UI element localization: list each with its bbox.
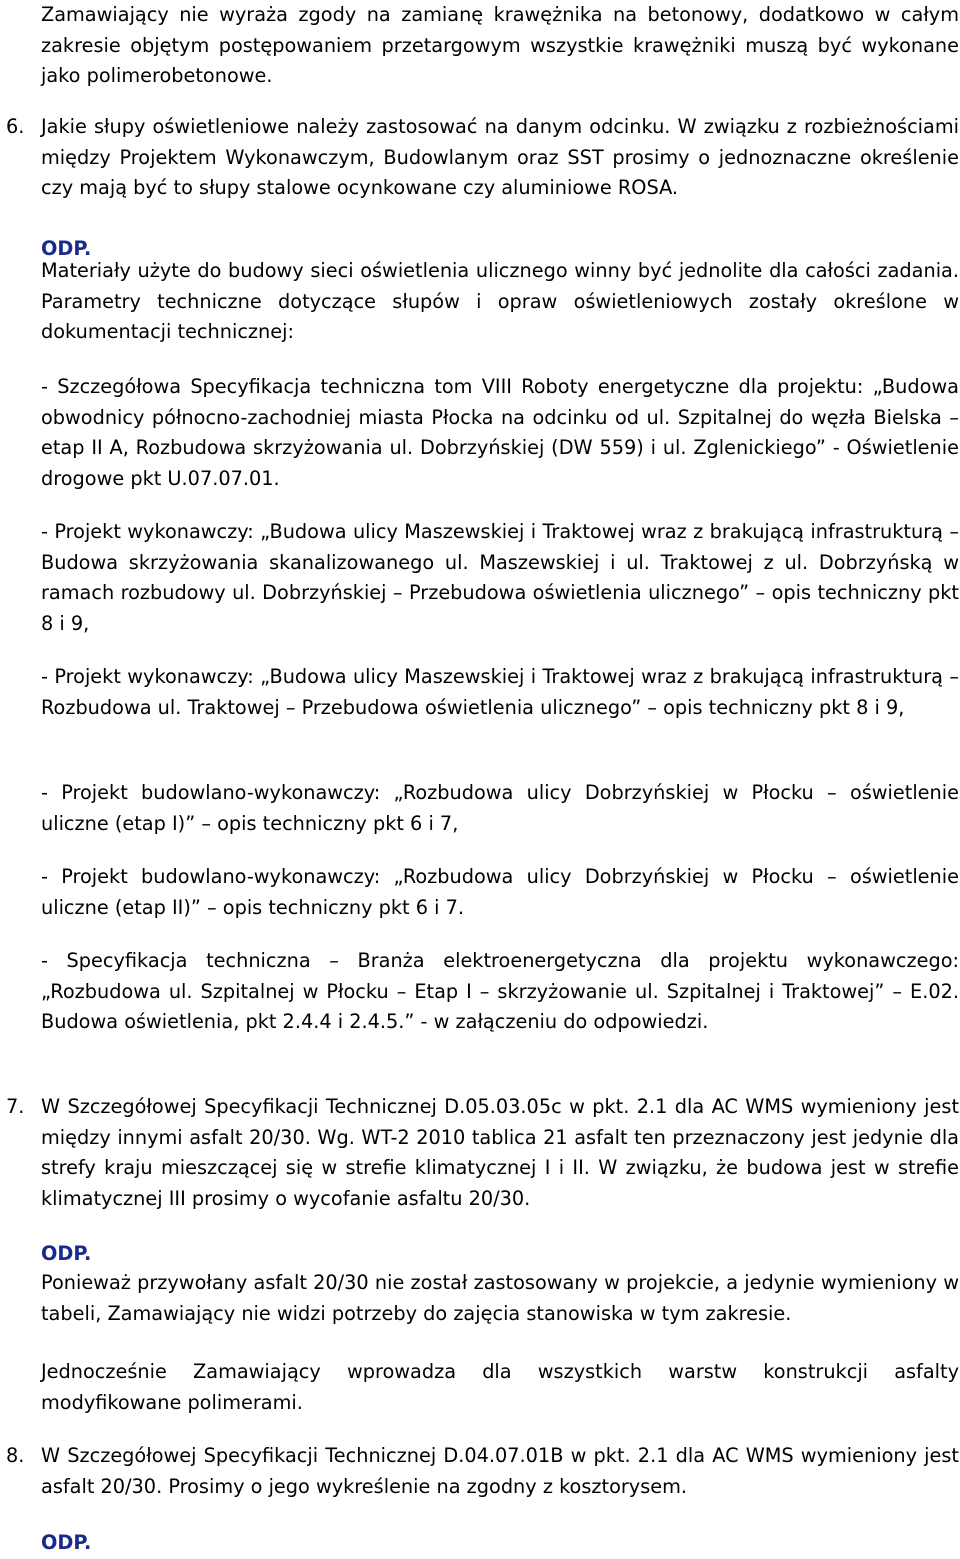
question-6-text: Jakie słupy oświetleniowe należy zastosować na danym odcinku. W związku z rozbieżnościami między Projektem Wykonawczym, Budowlanym oraz SST prosimy o jednoznaczne określenie czy mają być to słupy stalowe ocynkowane czy aluminiowe ROSA. [41, 115, 959, 200]
intro-paragraph: Zamawiający nie wyraża zgody na zamianę krawężnika na betonowy, dodatkowo w całym zakresie objętym postępowaniem przetargowym wszystkie krawężniki muszą być wykonane jako polimerobetonowe. [41, 3, 959, 88]
question-6-number: 6. [6, 115, 25, 138]
question-7-odp-label: ODP. [41, 1242, 92, 1265]
question-6-answer: Materiały użyte do budowy sieci oświetlenia ulicznego winny być jednolite dla całości zadania. Parametry techniczne dotyczące słupów i opraw oświetleniowych zostały określone w dokumentacji technicznej: [41, 259, 959, 344]
q6-item-2: - Projekt wykonawczy: „Budowa ulicy Maszewskiej i Traktowej wraz z brakującą infrastrukturą – Budowa skrzyżowania skanalizowanego ul. Maszewskiej i ul. Traktowej z ul. Dobrzyńską w ramach rozbudowy ul. Dobrzyńskiej – Przebudowa oświetlenia ulicznego” – opis techniczny pkt 8 i 9, [41, 520, 959, 635]
question-7-answer-2: Jednocześnie Zamawiający wprowadza dla wszystkich warstw konstrukcji asfalty modyfikowane polimerami. [41, 1360, 959, 1414]
q6-item-4: - Projekt budowlano-wykonawczy: „Rozbudowa ulicy Dobrzyńskiej w Płocku – oświetlenie uliczne (etap I)” – opis techniczny pkt 6 i 7, [41, 781, 959, 835]
q6-item-5: - Projekt budowlano-wykonawczy: „Rozbudowa ulicy Dobrzyńskiej w Płocku – oświetlenie uliczne (etap II)” – opis techniczny pkt 6 i 7. [41, 865, 959, 919]
question-8-odp-label: ODP. [41, 1531, 92, 1554]
question-6-odp-label: ODP. [41, 237, 92, 260]
question-8-number: 8. [6, 1444, 25, 1467]
q6-item-1: - Szczegółowa Specyfikacja techniczna tom VIII Roboty energetyczne dla projektu: „Budowa obwodnicy północno-zachodniej miasta Płocka na odcinku od ul. Szpitalnej do węzła Bielska – etap II A, Rozbudowa skrzyżowania ul. Dobrzyńskiej (DW 559) i ul. Zglenickiego” - Oświetlenie drogowe pkt U.07.07.01. [41, 375, 959, 490]
question-7-number: 7. [6, 1095, 25, 1118]
question-7-answer-1: Ponieważ przywołany asfalt 20/30 nie został zastosowany w projekcie, a jedynie wymieniony w tabeli, Zamawiający nie widzi potrzeby do zajęcia stanowiska w tym zakresie. [41, 1271, 959, 1325]
question-7-text: W Szczegółowej Specyfikacji Technicznej D.05.03.05c w pkt. 2.1 dla AC WMS wymieniony jest między innymi asfalt 20/30. Wg. WT-2 2010 tablica 21 asfalt ten przeznaczony jest jedynie dla strefy kraju mieszczącej się w strefie klimatycznej I i II. W związku, że budowa jest w strefie klimatycznej III prosimy o wycofanie asfaltu 20/30. [41, 1095, 959, 1210]
q6-item-3: - Projekt wykonawczy: „Budowa ulicy Maszewskiej i Traktowej wraz z brakującą infrastrukturą – Rozbudowa ul. Traktowej – Przebudowa oświetlenia ulicznego” – opis techniczny pkt 8 i 9, [41, 665, 959, 719]
q6-item-6: - Specyfikacja techniczna – Branża elektroenergetyczna dla projektu wykonawczego: „Rozbudowa ul. Szpitalnej w Płocku – Etap I – skrzyżowanie ul. Szpitalnej i Traktowej” – E.02. Budowa oświetlenia, pkt 2.4.4 i 2.4.5.” - w załączeniu do odpowiedzi. [41, 949, 959, 1034]
question-8-text: W Szczegółowej Specyfikacji Technicznej D.04.07.01B w pkt. 2.1 dla AC WMS wymieniony jest asfalt 20/30. Prosimy o jego wykreślenie na zgodny z kosztorysem. [41, 1444, 959, 1498]
